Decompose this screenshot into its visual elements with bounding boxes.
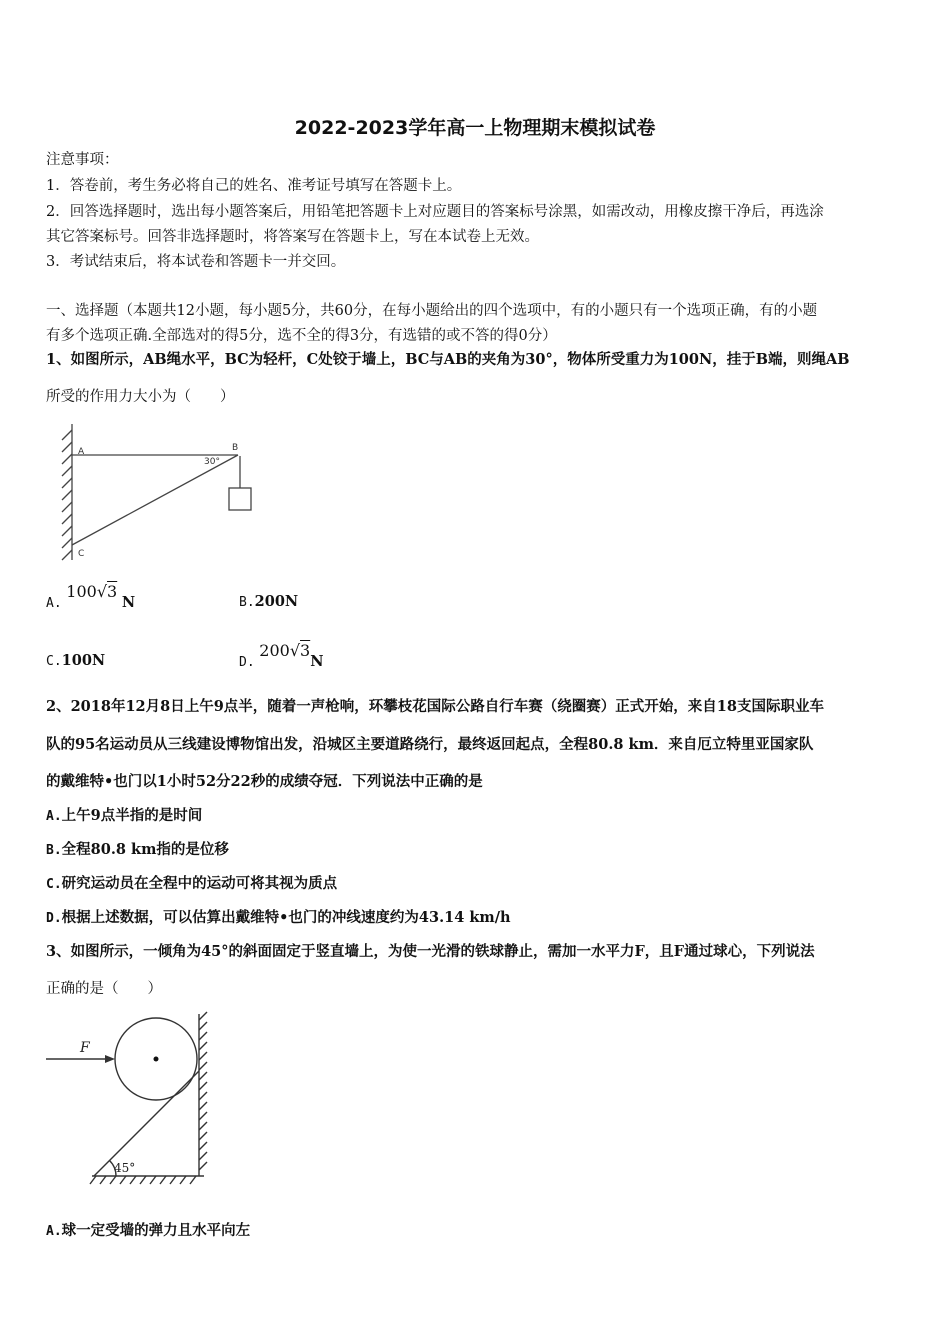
q1-stem-line1: 1、如图所示，AB绳水平，BC为轻杆，C处铰于墙上，BC与AB的夹角为30°，物体所受重力为100N，挂于B端，则绳AB (46, 351, 850, 368)
notice-heading: 注意事项： (46, 152, 119, 168)
q2-option-c: C.研究运动员在全程中的运动可将其视为质点 (46, 875, 338, 892)
label-a: A (78, 447, 85, 457)
q2-option-a: A.上午9点半指的是时间 (46, 807, 203, 824)
q2-option-b: B.全程80.8 km指的是位移 (46, 841, 229, 858)
q2-stem-line2: 队的95名运动员从三线建设博物馆出发，沿城区主要道路绕行，最终返回起点，全程80.8 km．来自厄立特里亚国家队 (46, 736, 814, 753)
label-angle-30: 30° (204, 457, 220, 467)
q1-option-c: C.100N (46, 652, 106, 669)
q3-figure (44, 1008, 224, 1193)
force-label-f: F (80, 1040, 90, 1056)
notice-item-3: 3．考试结束后，将本试卷和答题卡一并交回。 (46, 254, 346, 270)
q3-option-a: A.球一定受墙的弹力且水平向左 (46, 1222, 251, 1239)
q3-stem-line1: 3、如图所示，一倾角为45°的斜面固定于竖直墙上，为使一光滑的铁球静止，需加一水平力F，且F通过球心，下列说法 (46, 943, 815, 960)
label-angle-45: 45° (114, 1161, 136, 1175)
q1-option-b: B.200N (239, 593, 299, 610)
force-arrowhead (105, 1055, 115, 1063)
q2-stem-line1: 2、2018年12月8日上午9点半，随着一声枪响，环攀枝花国际公路自行车赛（绕圈赛）正式开始，来自18支国际职业车 (46, 698, 824, 715)
q2-option-d: D.根据上述数据，可以估算出戴维特•也门的冲线速度约为43.14 km/h (46, 909, 511, 926)
q1-stem-line2: 所受的作用力大小为（ ） (46, 389, 235, 405)
page-title: 2022-2023学年高一上物理期末模拟试卷 (294, 117, 656, 139)
q1-option-d: D. 200√3N (239, 641, 324, 670)
notice-item-2b: 其它答案标号。回答非选择题时，将答案写在答题卡上，写在本试卷上无效。 (46, 229, 539, 245)
notice-item-1: 1．答卷前，考生务必将自己的姓名、准考证号填写在答题卡上。 (46, 178, 462, 194)
label-b: B (232, 443, 239, 453)
hanging-box (229, 488, 251, 510)
q3-stem-line2: 正确的是（ ） (46, 981, 162, 997)
section1-intro-line2: 有多个选项正确.全部选对的得5分，选不全的得3分，有选错的或不答的得0分） (46, 328, 557, 344)
rod-bc (72, 455, 238, 545)
q1-figure (50, 420, 270, 570)
q1-option-a: A. 100√3 N (46, 582, 136, 611)
ball-center-dot (154, 1057, 159, 1062)
label-c: C (78, 549, 85, 559)
notice-item-2a: 2．回答选择题时，选出每小题答案后，用铅笔把答题卡上对应题目的答案标号涂黑，如需改动，用橡皮擦干净后，再选涂 (46, 204, 824, 220)
q2-stem-line3: 的戴维特•也门以1小时52分22秒的成绩夺冠．下列说法中正确的是 (46, 773, 483, 790)
section1-intro-line1: 一、选择题（本题共12小题，每小题5分，共60分，在每小题给出的四个选项中，有的小题只有一个选项正确，有的小题 (46, 303, 818, 319)
